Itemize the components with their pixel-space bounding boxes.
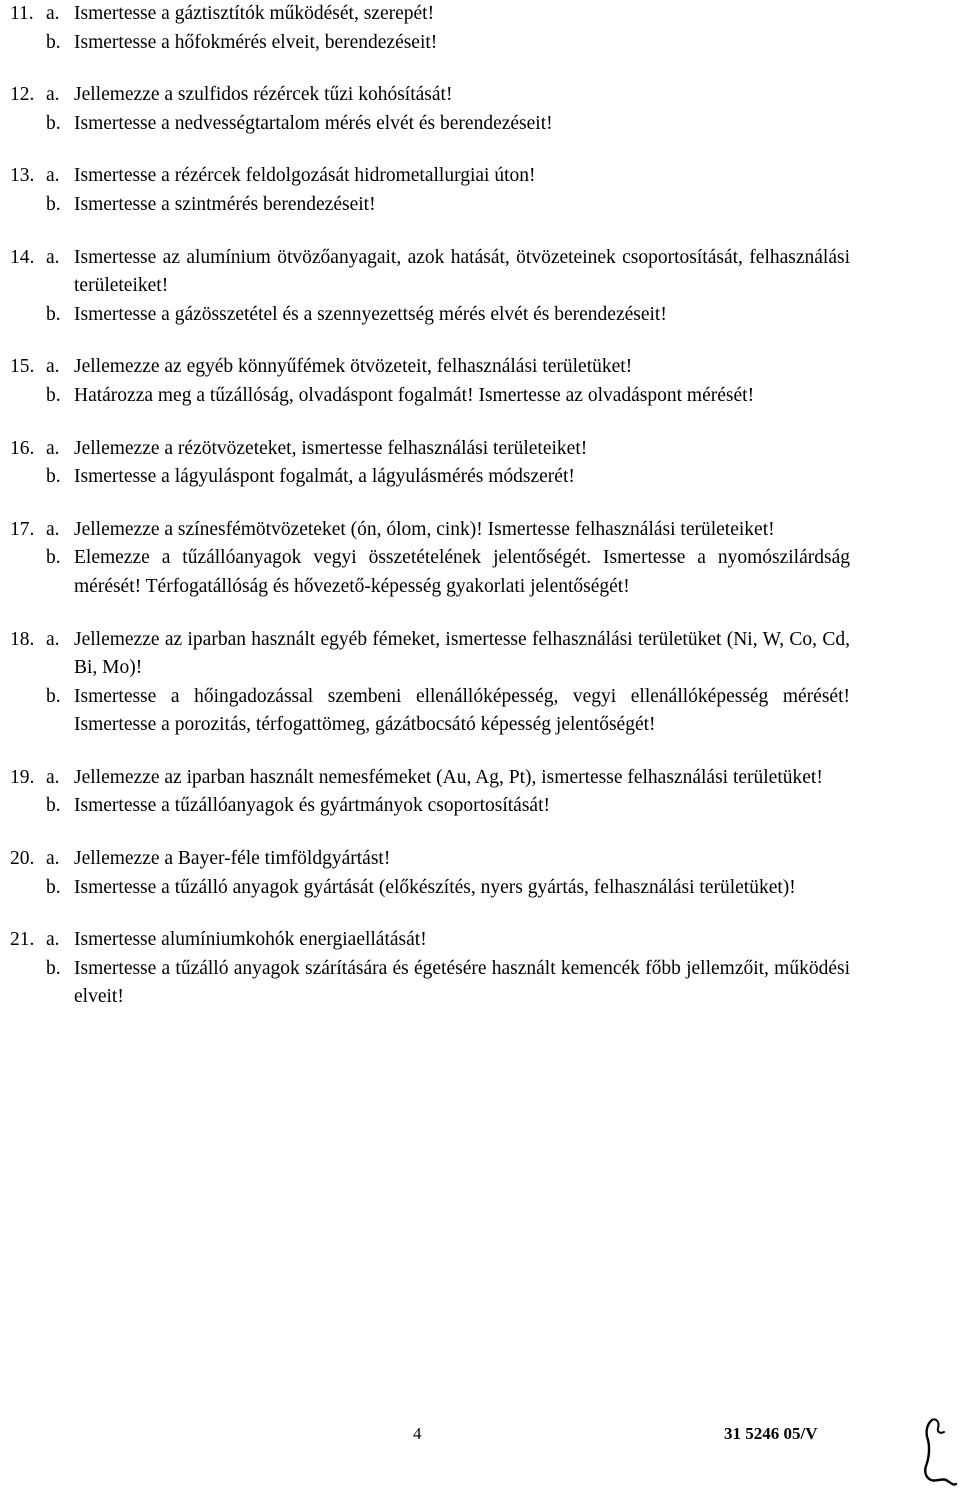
part-label: a. <box>46 929 60 951</box>
part-text: Jellemezze a szulfidos rézércek tűzi kohósítását! <box>74 84 453 106</box>
document-code: 31 5246 05/V <box>724 1424 818 1443</box>
question <box>10 353 850 410</box>
question <box>10 845 850 902</box>
part-label: a. <box>46 356 60 378</box>
part-text: Ismertesse a gáztisztítók működését, szerepét! <box>74 3 435 24</box>
question <box>10 81 850 138</box>
question <box>10 764 850 821</box>
question <box>10 162 850 219</box>
question-number: 11. <box>10 3 34 24</box>
question-part-b <box>10 191 850 220</box>
question-part-a <box>10 162 850 191</box>
part-text: Ismertesse alumíniumkohók energiaellátását! <box>74 929 427 951</box>
part-label: b. <box>46 957 61 979</box>
part-text: Jellemezze a rézötvözeteket, ismertesse felhasználási területeiket! <box>74 437 588 459</box>
part-label: b. <box>46 876 61 898</box>
question-number: 19. <box>10 766 35 788</box>
part-label: a. <box>46 3 60 24</box>
question-part-a <box>10 926 850 955</box>
part-text: Ismertesse a hőingadozással szembeni ellenállóképesség, vegyi ellenállóképesség mérését! Ismertesse a porozitás, térfogattömeg, gázátbocsátó képesség jelentőségét! <box>74 685 850 736</box>
part-text: Ismertesse a tűzálló anyagok gyártását (előkészítés, nyers gyártás, felhasználási területüket)! <box>74 876 796 898</box>
question-part-a <box>10 435 850 464</box>
part-label: b. <box>46 31 61 53</box>
part-label: a. <box>46 246 60 268</box>
question-number: 18. <box>10 628 35 650</box>
question-part-a <box>10 81 850 110</box>
signature-icon <box>918 1414 960 1490</box>
question-number: 14. <box>10 246 35 268</box>
part-text: Ismertesse a tűzálló anyagok szárítására és égetésére használt kemencék főbb jellemzőit, működési elveit! <box>74 957 850 1008</box>
question <box>10 0 850 57</box>
part-label: a. <box>46 165 60 187</box>
question-part-a <box>10 244 850 301</box>
question-part-a <box>10 0 850 29</box>
part-label: b. <box>46 547 61 569</box>
part-label: b. <box>46 685 61 707</box>
question-part-b <box>10 955 850 1012</box>
question <box>10 435 850 492</box>
question <box>10 626 850 740</box>
question-part-b <box>10 544 850 601</box>
question-part-b <box>10 874 850 903</box>
question-part-b <box>10 110 850 139</box>
question-number: 17. <box>10 518 35 540</box>
question-list <box>10 0 850 1036</box>
question-part-b <box>10 792 850 821</box>
part-text: Ismertesse a szintmérés berendezéseit! <box>74 193 376 215</box>
part-text: Elemezze a tűzállóanyagok vegyi összetételének jelentőségét. Ismertesse a nyomószilárdság mérését! Térfogatállóság és hővezető-képesség gyakorlati jelentőségét! <box>74 547 850 597</box>
part-text: Jellemezze a színesfémötvözeteket (ón, ólom, cink)! Ismertesse felhasználási területeiket! <box>74 518 775 540</box>
question-part-b <box>10 382 850 411</box>
part-text: Ismertesse az alumínium ötvözőanyagait, azok hatását, ötvözeteinek csoportosítását, felhasználási területeiket! <box>74 246 850 297</box>
question-number: 15. <box>10 356 35 378</box>
question-part-b <box>10 301 850 330</box>
part-text: Jellemezze az iparban használt egyéb fémeket, ismertesse felhasználási területüket (Ni, W, Co, Cd, Bi, Mo)! <box>74 628 850 679</box>
question-part-a <box>10 764 850 793</box>
question-part-a <box>10 845 850 874</box>
part-text: Jellemezze az iparban használt nemesfémeket (Au, Ag, Pt), ismertesse felhasználási területüket! <box>74 766 823 788</box>
part-text: Határozza meg a tűzállóság, olvadáspont fogalmát! Ismertesse az olvadáspont mérését! <box>74 384 755 406</box>
question-number: 21. <box>10 929 35 951</box>
part-label: a. <box>46 437 60 459</box>
question-number: 12. <box>10 84 35 106</box>
part-label: b. <box>46 466 61 488</box>
part-label: b. <box>46 193 61 215</box>
part-text: Ismertesse a lágyuláspont fogalmát, a lágyulásmérés módszerét! <box>74 466 575 488</box>
question <box>10 516 850 602</box>
part-label: a. <box>46 766 60 788</box>
part-text: Ismertesse a nedvességtartalom mérés elvét és berendezéseit! <box>74 112 553 134</box>
part-label: b. <box>46 384 61 406</box>
part-label: a. <box>46 848 60 870</box>
question-number: 20. <box>10 848 35 870</box>
part-text: Ismertesse a gázösszetétel és a szennyezettség mérés elvét és berendezéseit! <box>74 303 667 325</box>
question-number: 16. <box>10 437 35 459</box>
part-label: a. <box>46 628 60 650</box>
part-label: a. <box>46 518 60 540</box>
part-label: b. <box>46 795 61 817</box>
question-part-b <box>10 463 850 492</box>
question-number: 13. <box>10 165 35 187</box>
page-number: 4 <box>413 1424 422 1443</box>
part-text: Jellemezze az egyéb könnyűfémek ötvözeteit, felhasználási területüket! <box>74 356 633 378</box>
part-text: Jellemezze a Bayer-féle timföldgyártást! <box>74 848 391 870</box>
part-label: b. <box>46 303 61 325</box>
part-text: Ismertesse a hőfokmérés elveit, berendezéseit! <box>74 31 438 53</box>
part-label: b. <box>46 112 61 134</box>
part-text: Ismertesse a rézércek feldolgozását hidrometallurgiai úton! <box>74 165 536 187</box>
question-part-b <box>10 683 850 740</box>
question <box>10 926 850 1012</box>
part-text: Ismertesse a tűzállóanyagok és gyártmányok csoportosítását! <box>74 795 550 817</box>
question <box>10 244 850 330</box>
question-part-a <box>10 353 850 382</box>
question-part-a <box>10 516 850 545</box>
question-part-b <box>10 29 850 58</box>
question-part-a <box>10 626 850 683</box>
part-label: a. <box>46 84 60 106</box>
